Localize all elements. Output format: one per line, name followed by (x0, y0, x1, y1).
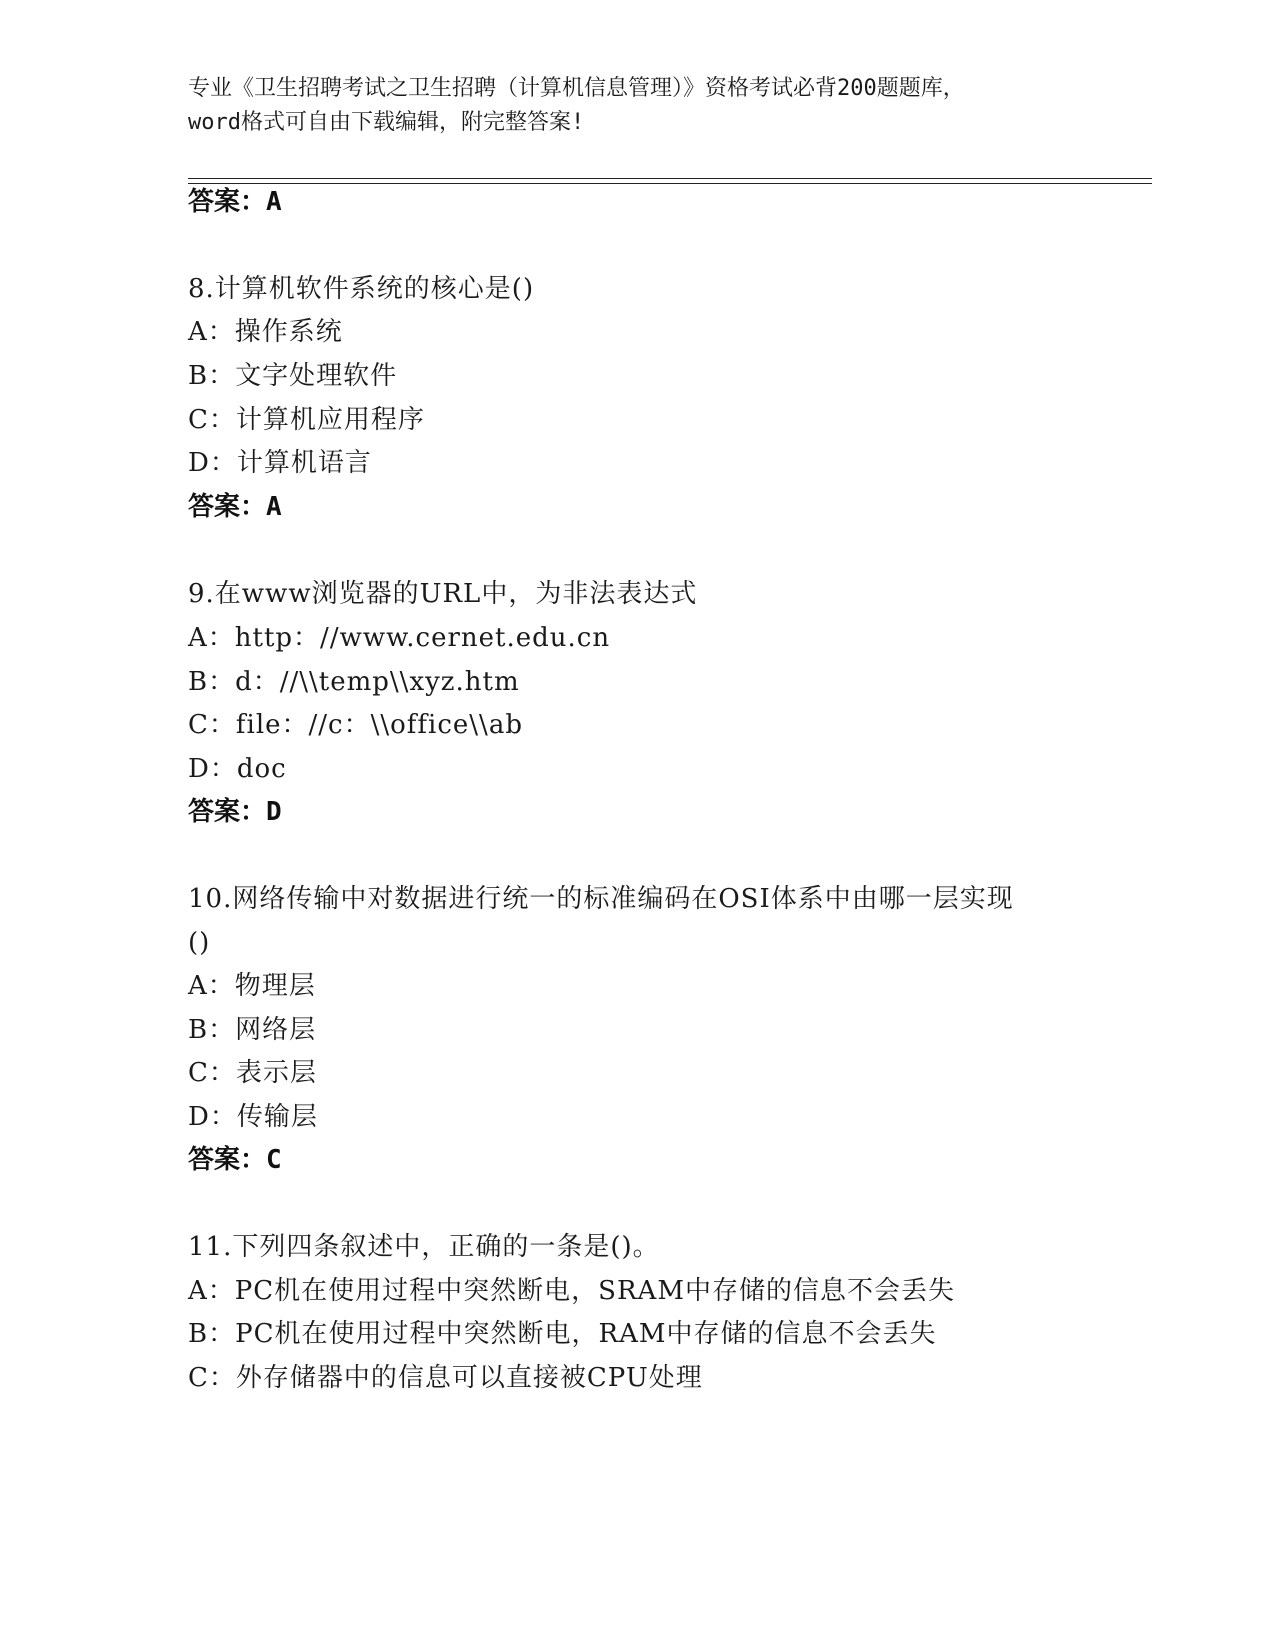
question-8-option-c: C：计算机应用程序 (188, 405, 425, 435)
header-divider-bottom (188, 183, 1152, 184)
question-11-option-a: A：PC机在使用过程中突然断电，SRAM中存储的信息不会丢失 (188, 1276, 955, 1306)
question-8-option-a: A：操作系统 (188, 317, 343, 347)
question-8-option-d: D：计算机语言 (188, 448, 372, 478)
question-8-text: 8.计算机软件系统的核心是() (188, 274, 535, 304)
question-9-option-a: A：http：//www.cernet.edu.cn (188, 623, 611, 653)
question-10-answer: 答案：C (188, 1145, 282, 1175)
question-8-option-b: B：文字处理软件 (188, 361, 398, 391)
header-title-line-2: word格式可自由下载编辑，附完整答案! (188, 110, 585, 135)
question-10-option-a: A：物理层 (188, 971, 316, 1001)
question-9-option-d: D：doc (188, 754, 287, 784)
question-9-option-c: C：file：//c：\\office\\ab (188, 710, 523, 740)
question-10-option-c: C：表示层 (188, 1058, 317, 1088)
question-11-text: 11.下列四条叙述中，正确的一条是()。 (188, 1232, 660, 1262)
question-9-text: 9.在www浏览器的URL中，为非法表达式 (188, 579, 698, 609)
question-10-text-line-2: () (188, 928, 211, 958)
question-11-option-b: B：PC机在使用过程中突然断电，RAM中存储的信息不会丢失 (188, 1319, 937, 1349)
question-9-option-b: B：d：//\\temp\\xyz.htm (188, 667, 520, 697)
previous-answer: 答案：A (188, 187, 282, 217)
question-11-option-c: C：外存储器中的信息可以直接被CPU处理 (188, 1363, 703, 1393)
question-10-option-b: B：网络层 (188, 1015, 317, 1045)
document-header (188, 72, 1088, 140)
question-10-option-d: D：传输层 (188, 1102, 318, 1132)
question-9-answer: 答案：D (188, 797, 282, 827)
header-title-line-1: 专业《卫生招聘考试之卫生招聘（计算机信息管理）》资格考试必背200题题库， (188, 76, 965, 101)
question-10-text-line-1: 10.网络传输中对数据进行统一的标准编码在OSI体系中由哪一层实现 (188, 884, 1014, 914)
header-divider-top (188, 178, 1152, 179)
question-8-answer: 答案：A (188, 492, 282, 522)
